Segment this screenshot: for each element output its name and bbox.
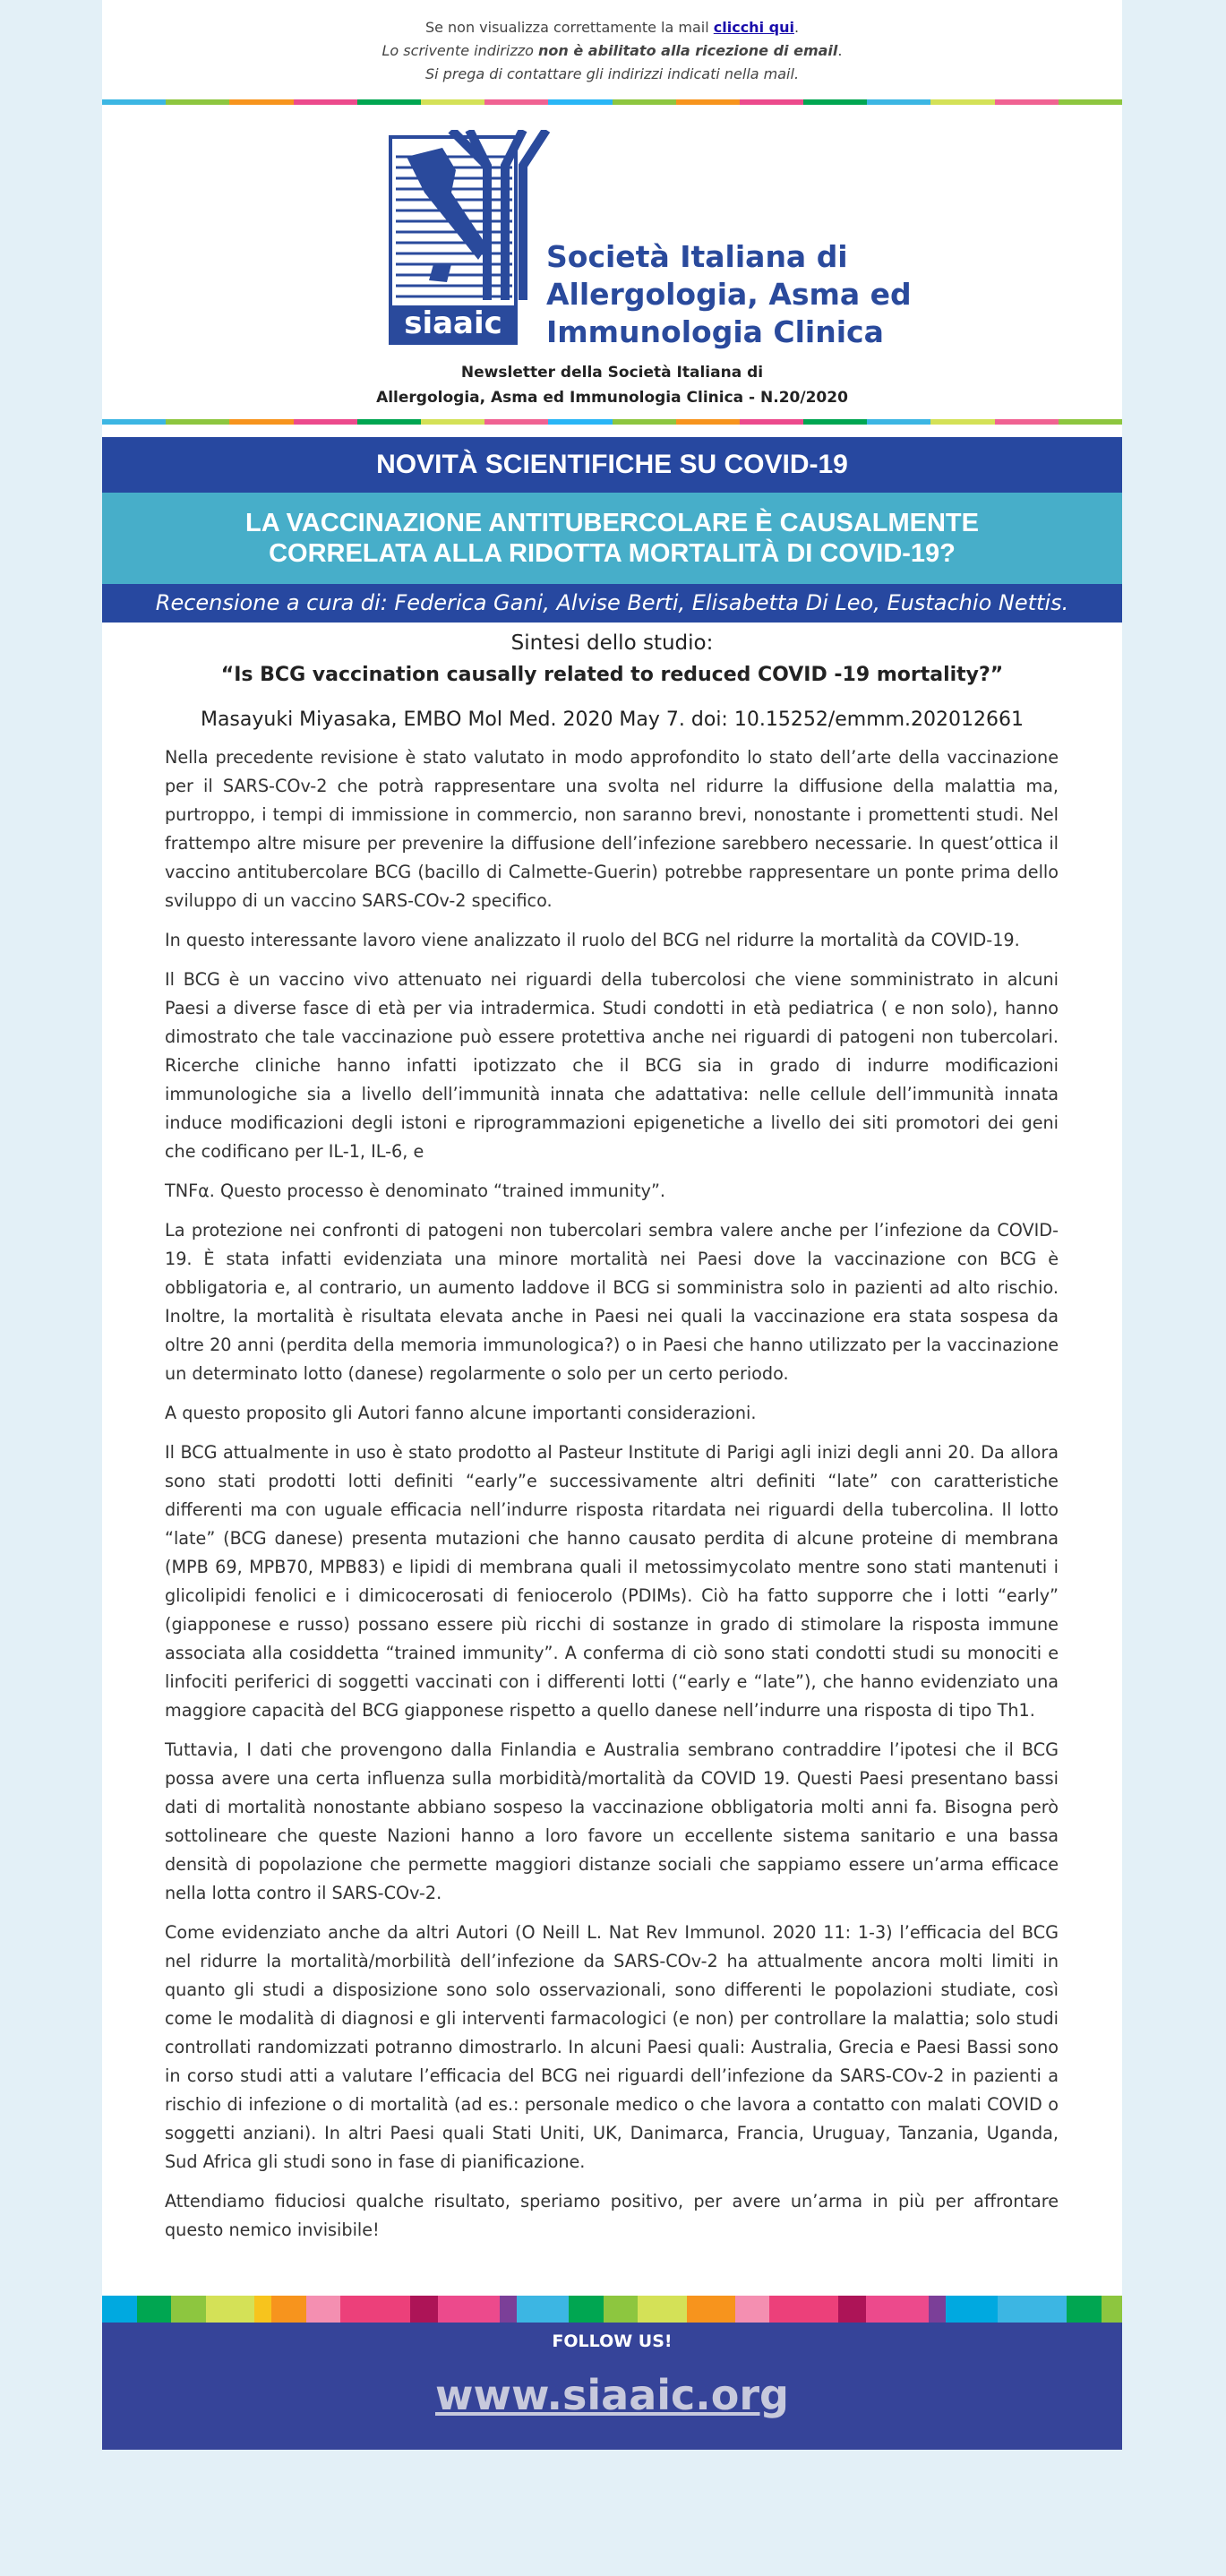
color-stripe-footer bbox=[102, 2296, 1122, 2323]
newsletter-subtitle: Newsletter della Società Italiana di Allergologia, Asma ed Immunologia Clinica - N.20/2020 bbox=[376, 364, 848, 407]
paragraph: Tuttavia, I dati che provengono dalla Finlandia e Australia sembrano contraddire l’ipotesi che il BCG possa avere una certa influenza sulla morbidità/mortalità da COVID 19. Questi Paesi presentano bassi dati di mortalità nonostante abbiano sospeso la vaccinazione obbligatoria molti anni fa. Bisogna però sottolineare che queste Nazioni hanno a loro favore un eccellente sistema sanitario e una bassa densità di popolazione che permette maggiori distanze sociali che sappiamo essere un’arma efficace nella lotta contro il SARS-COv-2. bbox=[165, 1739, 1059, 1903]
study-title: “Is BCG vaccination causally related to reduced COVID -19 mortality?” bbox=[220, 664, 1004, 686]
paragraph: Come evidenziato anche da altri Autori (O Neill L. Nat Rev Immunol. 2020 11: 1-3) l’efficacia del BCG nel ridurre la mortalità/morbilità dell’infezione da SARS-COv-2 ha attualmente ancora molti limiti in quanto gli studi a disposizione sono solo osservazionali, sono differenti le popolazioni studiate, così come le modalità di diagnosi e gli interventi farmacologici (e non) per controllare la malattia; solo studi controllati randomizzati potranno dimostrarlo. In alcuni Paesi quali: Australia, Grecia e Paesi Bassi sono in corso studi atti a valutare l’efficacia del BCG nei riguardi dell’infezione da SARS-COv-2 in pazienti a rischio di infezione o di mortalità (ad es.: personale medico o che lavora a contatto con malati COVID o soggetti anziani). In altri Paesi quali Stati Uniti, UK, Danimarca, Francia, Uruguay, Tanzania, Uganda, Sud Africa gli studi sono in fase di pianificazione. bbox=[165, 1922, 1059, 2172]
paragraph: Nella precedente revisione è stato valutato in modo approfondito lo stato dell’arte della vaccinazione per il SARS-COv-2 che potrà rappresentare una svolta nel ridurre la diffusione della malattia ma, purtroppo, i tempi di immissione in commercio, non saranno brevi, nonostante i promettenti studi. Nel frattempo altre misure per prevenire la diffusione dell’infezione sarebbero necessarie. In quest’ottica il vaccino antitubercolare BCG (bacillo di Calmette-Guerin) potrebbe rappresentare un ponte prima dello sviluppo di un vaccino SARS-COv-2 specifico. bbox=[165, 747, 1059, 911]
section-title: NOVITÀ SCIENTIFICHE SU COVID-19 bbox=[102, 437, 1122, 493]
paragraph: Il BCG è un vaccino vivo attenuato nei riguardi della tubercolosi che viene somministrato in alcuni Paesi a diverse fasce di età per via intradermica. Studi condotti in età pediatrica ( e non solo), hanno dimostrato che tale vaccinazione può essere protettiva anche nei riguardi di patogeni non tubercolari. Ricerche cliniche hanno infatti ipotizzato che il BCG sia in grado di indurre modificazioni immunologiche sia a livello dell’immunità innata che adattativa: nelle cellule dell’immunità innata induce modificazioni degli istoni e riprogrammazioni epigenetiche a livello dei siti promotori dei geni che codificano per IL-1, IL-6, e bbox=[165, 969, 1059, 1162]
follow-us-label: FOLLOW US! bbox=[552, 2331, 673, 2351]
article-title: LA VACCINAZIONE ANTITUBERCOLARE È CAUSALMENTE CORRELATA ALLA RIDOTTA MORTALITÀ DI COVID-19? bbox=[102, 493, 1122, 584]
footer bbox=[102, 2323, 1122, 2450]
svg-text:siaaic: siaaic bbox=[404, 305, 502, 341]
synth-label: Sintesi dello studio: bbox=[510, 631, 714, 655]
color-stripe-middle bbox=[102, 419, 1122, 425]
pre-header bbox=[102, 0, 1122, 86]
paragraph: Attendiamo fiduciosi qualche risultato, speriamo positivo, per avere un’arma in più per affrontare questo nemico invisibile! bbox=[165, 2191, 1059, 2240]
website-link[interactable]: www.siaaic.org bbox=[435, 2371, 789, 2419]
article-body bbox=[165, 743, 1059, 2255]
review-authors: Recensione a cura di: Federica Gani, Alvise Berti, Elisabetta Di Leo, Eustachio Nettis. bbox=[102, 584, 1122, 623]
paragraph: A questo proposito gli Autori fanno alcune importanti considerazioni. bbox=[165, 1403, 757, 1423]
pre-header-line1: Se non visualizza correttamente la mail clicchi qui. bbox=[424, 19, 800, 36]
logo-area bbox=[102, 107, 1122, 421]
paragraph: Il BCG attualmente in uso è stato prodotto al Pasteur Institute di Parigi agli inizi degli anni 20. Da allora sono stati prodotti lotti definiti “early”e successivamente altri definiti “late” con caratteristiche differenti ma con uguale efficacia nell’indurre risposta ritardata nei riguardi della tubercolina. Il lotto “late” (BCG danese) presenta mutazioni che hanno causato perdita di alcune proteine di membrana (MPB 69, MPB70, MPB83) e lipidi di membrana quali il metossimycolato mentre sono stati mantenuti i glicolipidi fenolici e i dimicocerosati di feniocerolo (PDIMs). Ciò ha fatto supporre che i lotti “early” (giapponese e russo) possano essere più ricchi di sostanze in grado di stimolare la risposta immune associata alla cosiddetta “trained immunity”. A conferma di ciò sono stati condotti studi su monociti e linfociti periferici di soggetti vaccinati con i differenti lotti (“early e “late”), che hanno evidenziato una maggiore capacità del BCG giapponese rispetto a quello danese nell’indurre una risposta di tipo Th1. bbox=[165, 1442, 1059, 1721]
paragraph: TNFα. Questo processo è denominato “trained immunity”. bbox=[165, 1181, 666, 1201]
study-citation: Masayuki Miyasaka, EMBO Mol Med. 2020 May 7. doi: 10.15252/emmm.202012661 bbox=[200, 708, 1025, 731]
pre-header-line3: Si prega di contattare gli indirizzi indicati nella mail. bbox=[424, 65, 800, 82]
color-stripe-top bbox=[102, 99, 1122, 105]
logo-wordmark: Società Italiana di Allergologia, Asma ed Immunologia Clinica bbox=[546, 239, 912, 349]
siaaic-logo-icon bbox=[389, 130, 568, 354]
study-summary-header bbox=[102, 627, 1122, 736]
paragraph: La protezione nei confronti di patogeni non tubercolari sembra valere anche per l’infezione da COVID-19. È stata infatti evidenziata una minore mortalità nei Paesi dove la vaccinazione con BCG è obbligatoria e, al contrario, un aumento laddove il BCG si somministra solo in pazienti ad alto rischio. Inoltre, la mortalità è risultata elevata anche in Paesi nei quali la vaccinazione era stata sospesa da oltre 20 anni (perdita della memoria immunologica?) o in Paesi che hanno utilizzato per la vaccinazione un determinato lotto (danese) regolarmente o solo per un certo periodo. bbox=[165, 1220, 1059, 1384]
newsletter-page bbox=[102, 0, 1122, 2450]
paragraph: In questo interessante lavoro viene analizzato il ruolo del BCG nel ridurre la mortalità da COVID-19. bbox=[165, 930, 1020, 950]
pre-header-line2: Lo scrivente indirizzo non è abilitato alla ricezione di email. bbox=[382, 42, 843, 59]
view-online-link[interactable]: clicchi qui bbox=[713, 19, 794, 36]
